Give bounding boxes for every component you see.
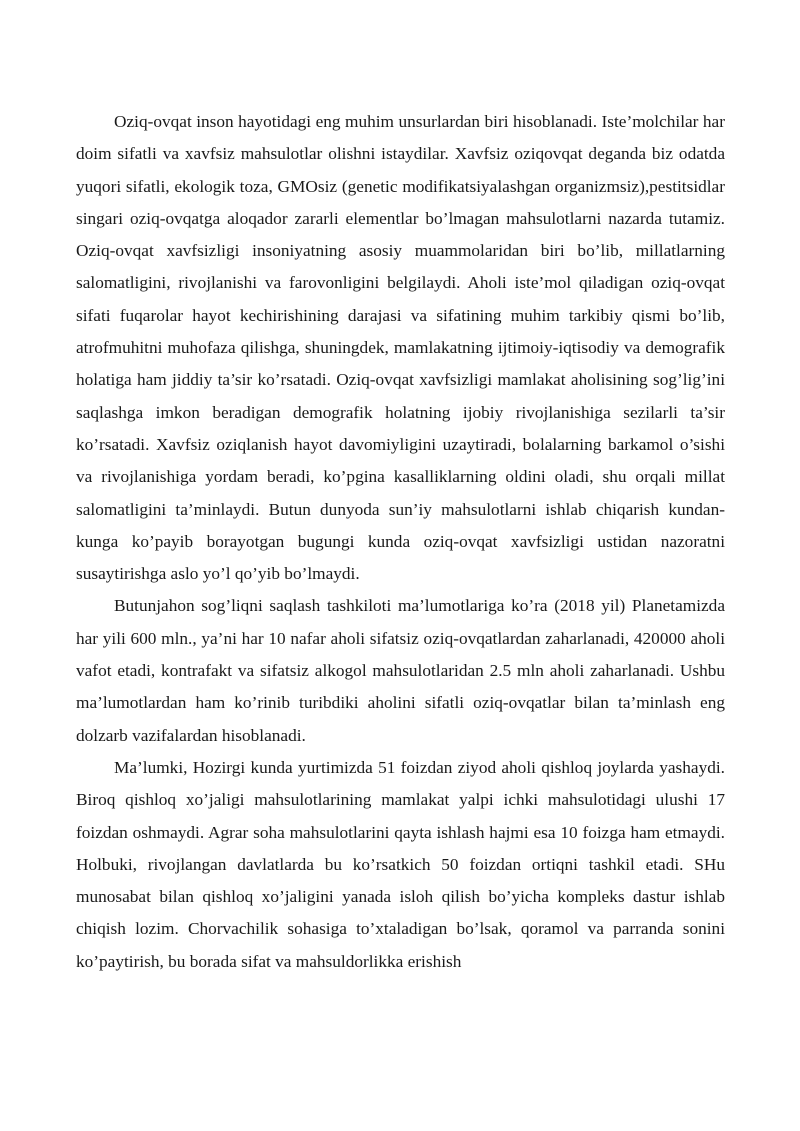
paragraph-agriculture: Ma’lumki, Hozirgi kunda yurtimizda 51 foizdan ziyod aholi qishloq joylarda yashaydi. Biroq qishloq xo’jaligi mahsulotlarining mamlakat yalpi ichki mahsulotidagi ulushi 17 foizdan oshmaydi. Agrar soha mahsulotlarini qayta ishlash hajmi esa 10 foizga ham etmaydi. Holbuki, rivojlangan davlatlarda bu ko’rsatkich 50 foizdan ortiqni tashkil etadi. SHu munosabat bilan qishloq xo’jaligini yanada isloh qilish bo’yicha kompleks dastur ishlab chiqish lozim. Chorvachilik sohasiga to’xtaladigan bo’lsak, qoramol va parranda sonini ko’paytirish, bu borada sifat va mahsuldorlikka erishish <box>76 757 725 971</box>
paragraph-food-safety: Oziq-ovqat inson hayotidagi eng muhim unsurlardan biri hisoblanadi. Iste’molchilar har doim sifatli va xavfsiz mahsulotlar olishni istaydilar. Xavfsiz oziqovqat deganda biz odatda yuqori sifatli, ekologik toza, GMOsiz (genetic modifikatsiyalashgan organizmsiz),pestitsidlar singari oziq-ovqatga aloqador zararli elementlar bo’lmagan mahsulotlarni nazarda tutamiz. Oziq-ovqat xavfsizligi insoniyatning asosiy muammolaridan biri bo’lib, millatlarning salomatligini, rivojlanishi va farovonligini belgilaydi. Aholi iste’mol qiladigan oziq-ovqat sifati fuqarolar hayot kechirishining darajasi va sifatining muhim tarkibiy qismi bo’lib, atrofmuhitni muhofaza qilishga, shuningdek, mamlakatning ijtimoiy-iqtisodiy va demografik holatiga ham jiddiy ta’sir ko’rsatadi. Oziq-ovqat xavfsizligi mamlakat aholisining sog’lig’ini saqlashga imkon beradigan demografik holatning ijobiy rivojlanishiga sezilarli ta’sir ko’rsatadi. Xavfsiz oziqlanish hayot davomiyligini uzaytiradi, bolalarning barkamol o’sishi va rivojlanishiga yordam beradi, ko’pgina kasalliklarning oldini oladi, shu orqali millat salomatligini ta’minlaydi. Butun dunyoda sun’iy mahsulotlarni ishlab chiqarish kundan-kunga ko’payib borayotgan bugungi kunda oziq-ovqat xavfsizligi ustidan nazoratni susaytirishga aslo yo’l qo’yib bo’lmaydi. <box>76 112 725 584</box>
document-page <box>76 106 725 978</box>
paragraph-who-statistics: Butunjahon sog’liqni saqlash tashkiloti ma’lumotlariga ko’ra (2018 yil) Planetamizda har yili 600 mln., ya’ni har 10 nafar aholi sifatsiz oziq-ovqatlardan zaharlanadi, 420000 aholi vafot etadi, kontrafakt va sifatsiz alkogol mahsulotlaridan 2.5 mln aholi zaharlanadi. Ushbu ma’lumotlardan ham ko’rinib turibdiki aholini sifatli oziq-ovqatlar bilan ta’minlash eng dolzarb vazifalardan hisoblanadi. <box>76 596 725 745</box>
